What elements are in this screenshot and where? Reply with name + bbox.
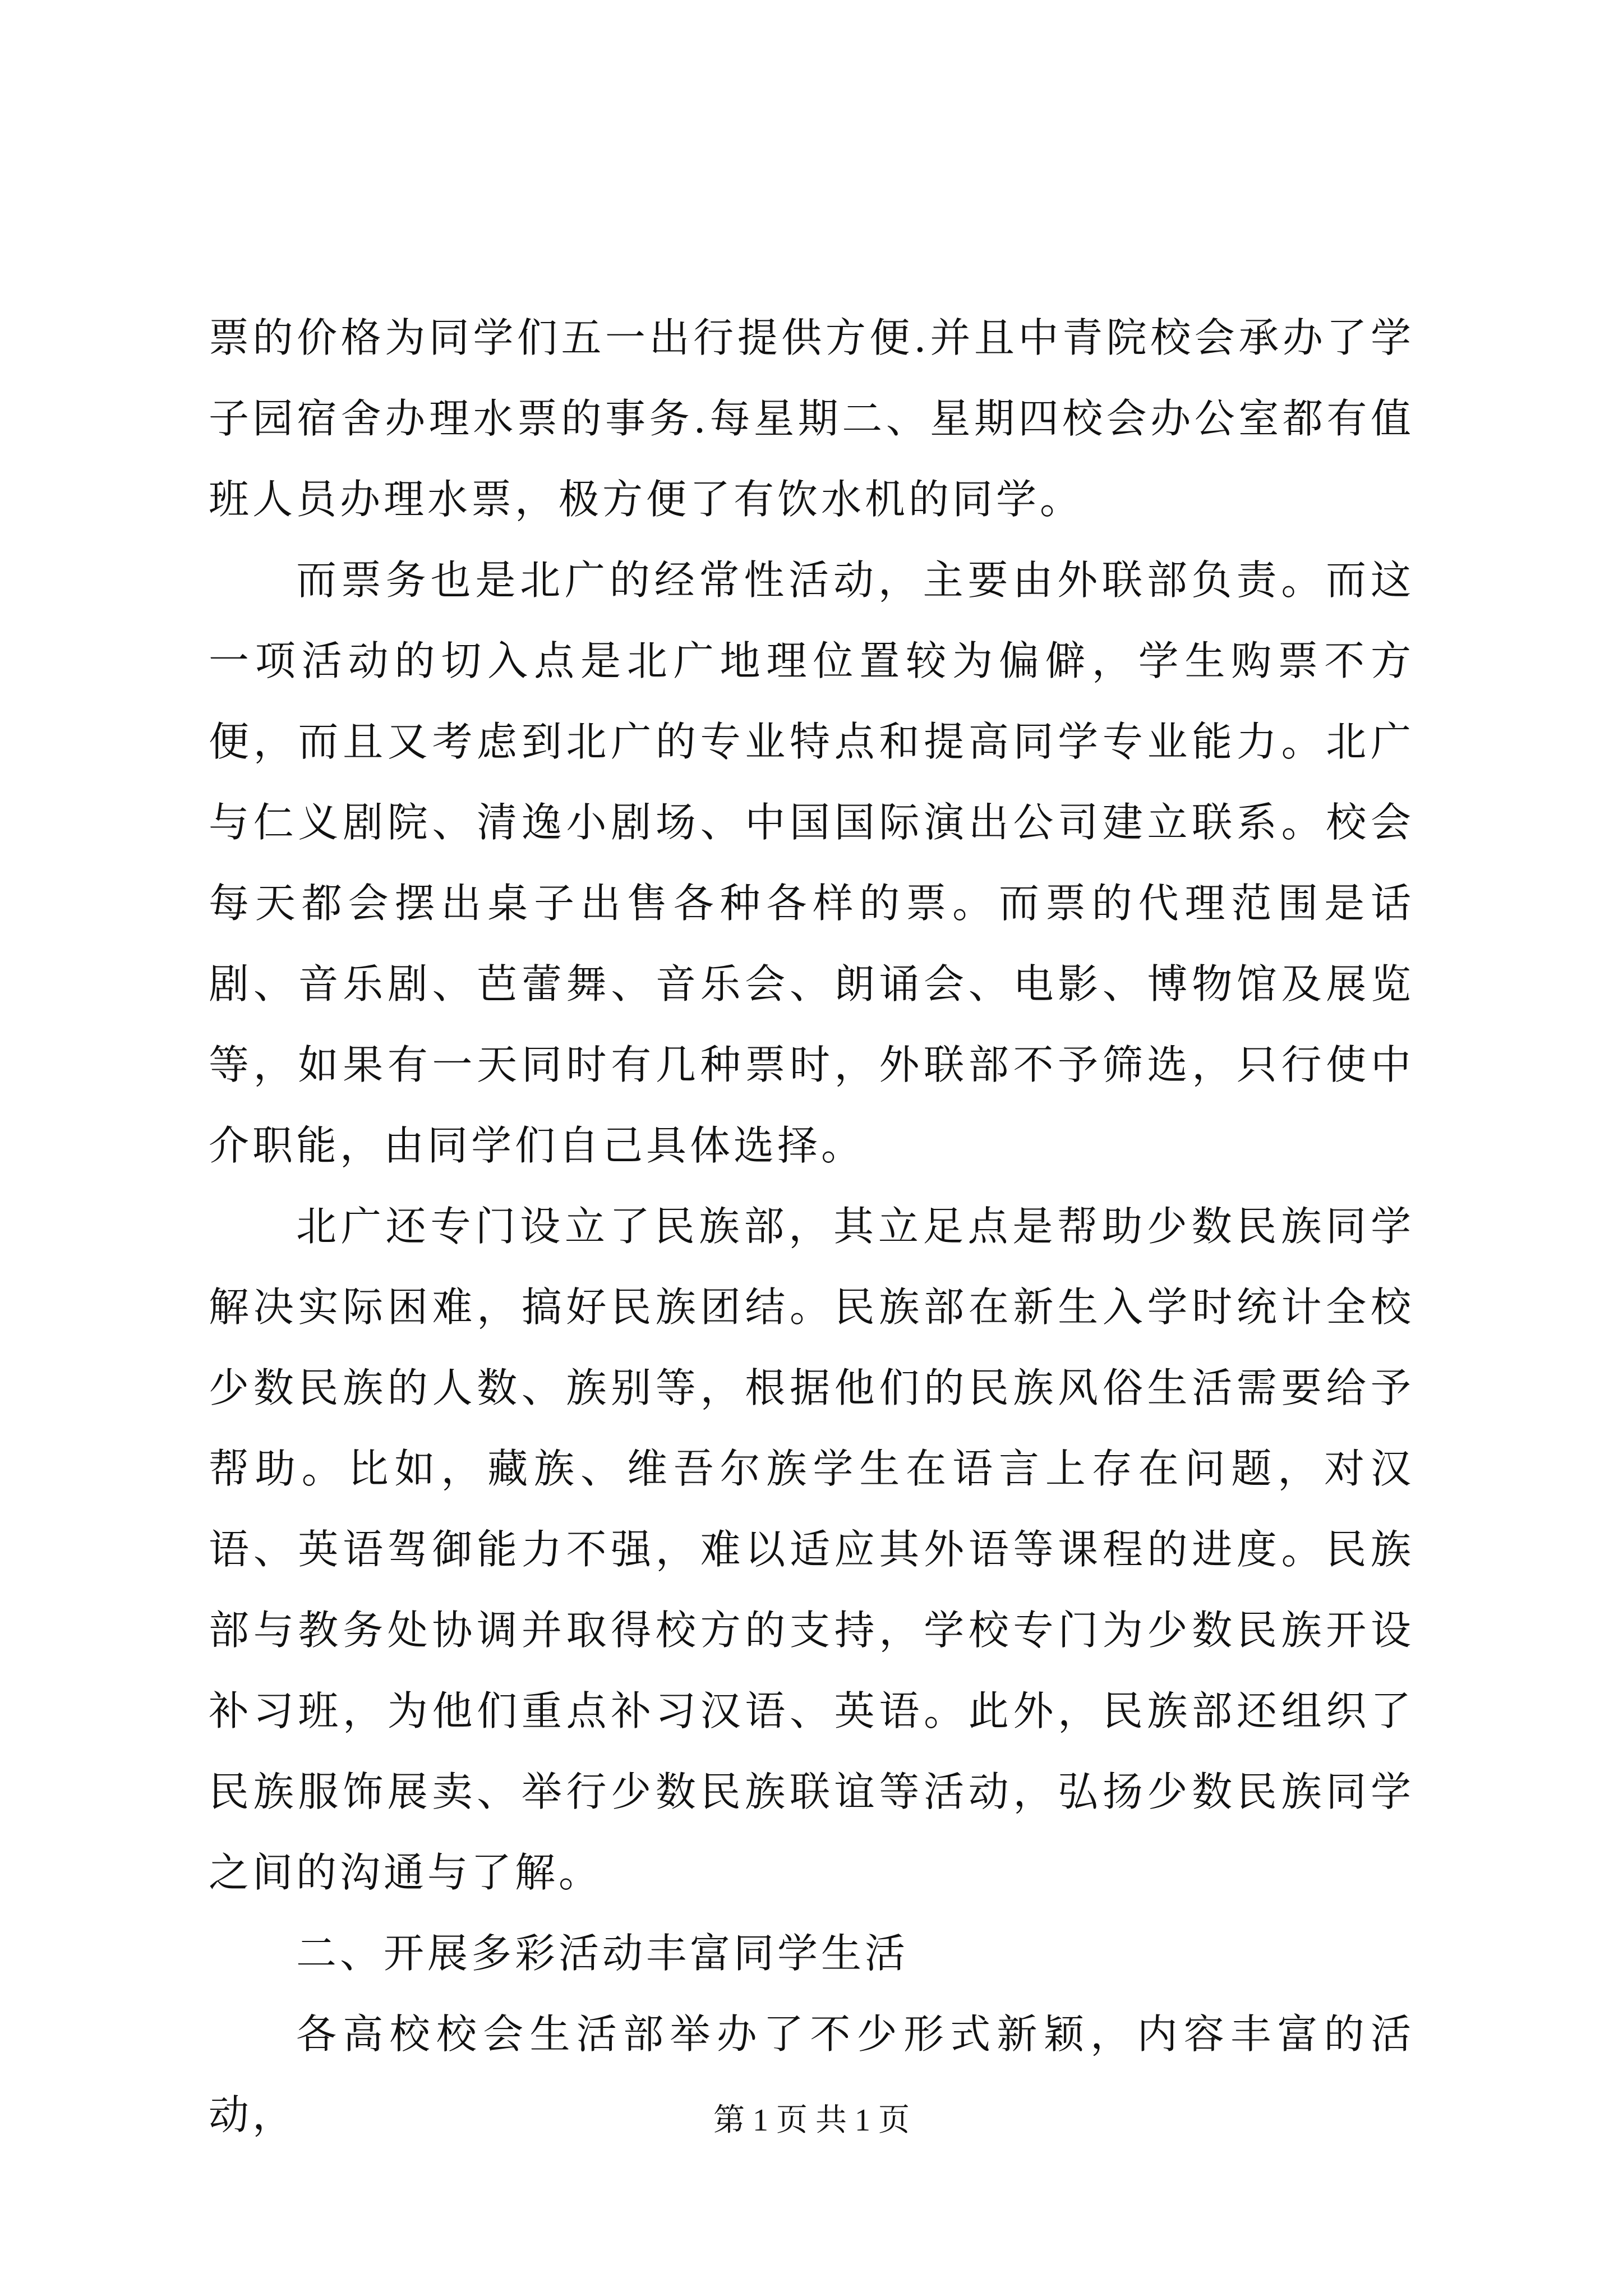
- section-heading: 二、开展多彩活动丰富同学生活: [296, 1930, 909, 1977]
- paragraph-activities: 各高校校会生活部举办了不少形式新颖，内容丰富的活动，: [209, 2010, 1414, 2138]
- page-footer: 第 1 页 共 1 页: [713, 2103, 910, 2138]
- paragraph-ticketing: 而票务也是北广的经常性活动，主要由外联部负责。而这一项活动的切入点是北广地理位置较为偏僻，学生购票不方便，而且又考虑到北广的专业特点和提高同学专业能力。北广与仁义剧院、清逸小剧场、中国国际演出公司建立联系。校会每天都会摆出桌子出售各种各样的票。而票的代理范围是话剧、音乐剧、芭蕾舞、音乐会、朗诵会、电影、博物馆及展览等，如果有一天同时有几种票时，外联部不予筛选，只行使中介职能，由同学们自己具体选择。: [209, 556, 1414, 1169]
- document-body: [209, 297, 1414, 2155]
- paragraph-continuation: 票的价格为同学们五一出行提供方便.并且中青院校会承办了学子园宿舍办理水票的事务.每星期二、星期四校会办公室都有值班人员办理水票，极方便了有饮水机的同学。: [209, 314, 1414, 523]
- paragraph-ethnic-department: 北广还专门设立了民族部，其立足点是帮助少数民族同学解决实际困难，搞好民族团结。民族部在新生入学时统计全校少数民族的人数、族别等，根据他们的民族风俗生活需要给予帮助。比如，藏族、维吾尔族学生在语言上存在问题，对汉语、英语驾御能力不强，难以适应其外语等课程的进度。民族部与教务处协调并取得校方的支持，学校专门为少数民族开设补习班，为他们重点补习汉语、英语。此外，民族部还组织了民族服饰展卖、举行少数民族联谊等活动，弘扬少数民族同学之间的沟通与了解。: [209, 1203, 1414, 1896]
